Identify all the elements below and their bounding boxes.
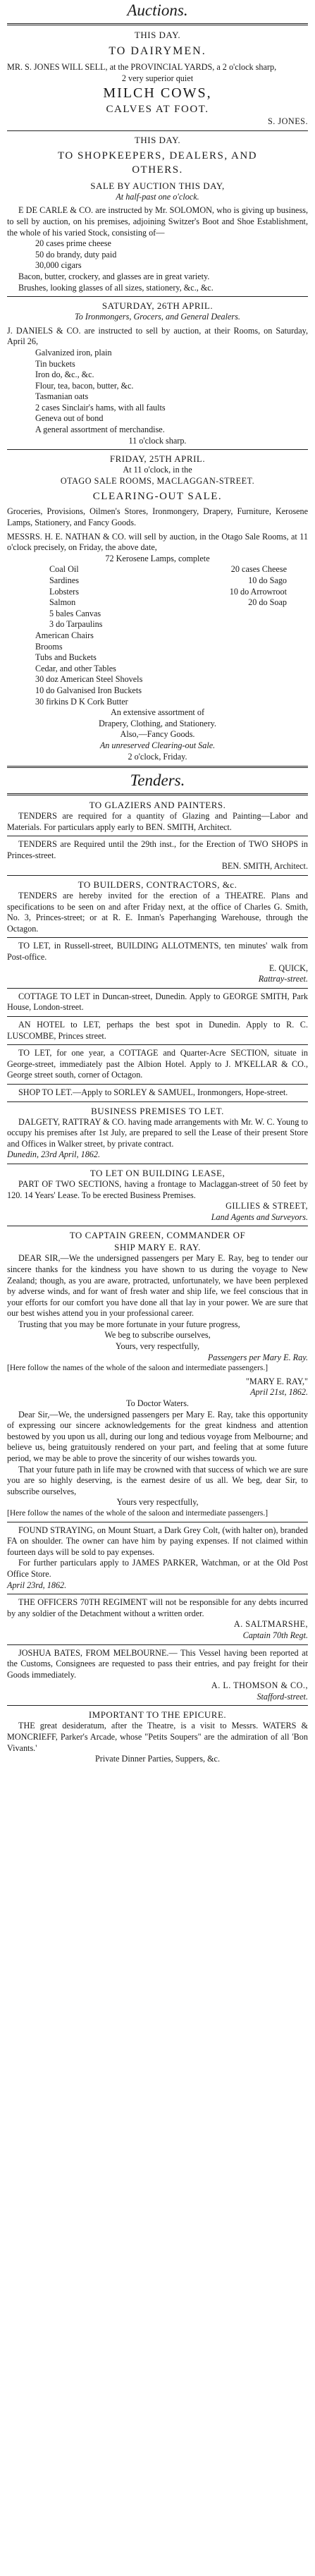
friday-rooms: OTAGO SALE ROOMS, MACLAGGAN-STREET.: [60, 475, 255, 486]
glaziers-title: TO GLAZIERS AND PAINTERS.: [89, 800, 226, 811]
list-item: 2 cases Sinclair's hams, with all faults: [35, 402, 166, 413]
epicure-last: Private Dinner Parties, Suppers, &c.: [94, 1754, 221, 1764]
doctor-close-2: [Here follow the names of the whole of the saloon and intermediate passengers.]: [7, 1508, 268, 1518]
divider: [7, 1044, 308, 1045]
divider: [7, 130, 308, 131]
ship-name: "MARY E. RAY,": [245, 1376, 308, 1386]
milch-cows: MILCH COWS,: [103, 85, 212, 102]
list-item: 50 do brandy, duty paid: [35, 249, 117, 260]
list-item: Salmon 20 do Soap: [49, 597, 287, 608]
list-item: An extensive assortment of: [110, 707, 204, 718]
dairymen-line2: 2 very superior quiet: [121, 73, 194, 83]
shopkeepers-body-3: Brushes, looking glasses of all sizes, stationery, &c., &c.: [18, 282, 214, 293]
calves-at-foot: CALVES AT FOOT.: [106, 104, 209, 116]
cottage-section-to-let: TO LET, for one year, a COTTAGE and Quarter-Acre SECTION, situate in George-street, immediately past the Albion Hotel. Apply to J. M'KELLAR & CO., George street south, corner of Octagon.: [7, 1048, 308, 1080]
clearing-out-sale: CLEARING-OUT SALE.: [92, 491, 223, 503]
list-item: 30 firkins D K Cork Butter: [35, 696, 128, 707]
divider: [7, 449, 308, 450]
list-item: 30 doz American Steel Shovels: [35, 674, 143, 685]
premises-body: DALGETY, RATTRAY & CO. having made arrangements with Mr. W. C. Young to occupy his premises after 1st July, are prepared to sell the Lease of their present Store and Offices in Walker street, by private contract.: [7, 1116, 308, 1149]
epicure-title: IMPORTANT TO THE EPICURE.: [88, 1709, 227, 1721]
list-item: Tasmanian oats: [35, 391, 89, 402]
lease-signature: GILLIES & STREET,: [226, 1201, 308, 1211]
friday-list-3: [7, 707, 308, 740]
list-item: American Chairs: [35, 630, 94, 640]
shops-tender-ad: [7, 839, 308, 872]
divider: [7, 23, 308, 25]
lease-title: TO LET ON BUILDING LEASE,: [89, 1167, 226, 1178]
shopkeepers-list: [7, 238, 308, 271]
friday-title: FRIDAY, 25TH APRIL.: [109, 453, 206, 465]
list-item: Flour, tea, bacon, butter, &c.: [35, 380, 134, 391]
friday-time: At 11 o'clock, in the: [123, 465, 192, 475]
premises-title: BUSINESS PREMISES TO LET.: [91, 1105, 224, 1116]
shopkeepers-body: E DE CARLE & CO. are instructed by Mr. SOLOMON, who is giving up business, to sell by auction, on his premises, adjoining Switzer's Boot and Shoe Establishment, the whole of his varied Stock, consisting of—: [7, 205, 308, 238]
shops-body: TENDERS are Required until the 29th inst., for the Erection of TWO SHOPS in Princes-street.: [7, 839, 308, 860]
business-premises-ad: [7, 1105, 308, 1161]
list-item: Tubs and Buckets: [35, 652, 97, 663]
friday-ad: [7, 453, 308, 762]
glaziers-ad: [7, 799, 308, 833]
saturday-body: J. DANIELS & CO. are instructed to sell by auction, at their Rooms, on Saturday, April 26,: [7, 325, 308, 347]
found-straying-ad: [7, 1525, 308, 1592]
dairymen-signature: S. JONES.: [268, 116, 308, 127]
captain-sub-3: Passengers per Mary E. Ray.: [207, 1352, 308, 1362]
saturday-ad: [7, 300, 308, 446]
let-signature: E. QUICK,: [268, 963, 308, 973]
hotel-to-let: AN HOTEL to LET, perhaps the best spot in Dunedin. Apply to R. C. LUSCOMBE, Princes street.: [7, 1020, 308, 1041]
divider: [7, 1644, 308, 1645]
captain-sub-4: [Here follow the names of the whole of the saloon and intermediate passengers.]: [7, 1364, 268, 1373]
to-doctor: To Doctor Waters.: [126, 1398, 189, 1409]
list-item: Cedar, and other Tables: [35, 663, 116, 673]
found-body: FOUND STRAYING, on Mount Stuart, a Dark Grey Colt, (with halter on), branded FA on shoulder. The owner can have him by paying expenses. If not claimed within fourteen days will be sold to pay expenses.: [7, 1525, 308, 1557]
captain-green-ad: [7, 1229, 308, 1518]
officers-body: THE OFFICERS 70TH REGIMENT will not be responsible for any debts incurred by any soldier of the Detachment without a written order.: [7, 1597, 308, 1618]
divider: [7, 988, 308, 989]
list-item: Tin buckets: [35, 358, 75, 369]
list-item: Lobsters 10 do Arrowroot: [49, 586, 287, 597]
doctor-reply-2: That your future path in life may be crowned with that success of which we are sure you are so highly deserving, is the earnest desire of us all. We beg, dear Sir, to subscribe ourselves,: [7, 1464, 308, 1496]
divider: [7, 1016, 308, 1017]
captain-body-2: Trusting that you may be more fortunate in your future progress,: [18, 1319, 240, 1329]
building-lease-ad: [7, 1167, 308, 1223]
let-body: TO LET, in Russell-street, BUILDING ALLOTMENTS, ten minutes' walk from Post-office.: [7, 941, 308, 963]
captain-sub-2: Yours, very respectfully,: [115, 1341, 200, 1352]
builders-title: TO BUILDERS, CONTRACTORS, &c.: [78, 879, 237, 891]
shopkeepers-title-1: TO SHOPKEEPERS, DEALERS, AND: [57, 149, 257, 161]
premises-date: Dunedin, 23rd April, 1862.: [7, 1149, 101, 1160]
divider: [7, 793, 308, 795]
divider: [7, 1101, 308, 1102]
saturday-time: 11 o'clock sharp.: [128, 435, 187, 446]
captain-body: DEAR SIR,—We the undersigned passengers per Mary E. Ray, beg to tender our sincere thanks for the kindness you have shown to us during the voyage to New Zealand; though, as you are aware, protracted, unfortunately, we have been perplexed by adverse winds, and for want of fresh water and ship life, we feel conscious that in your efforts for our comfort you have done all that lay in your power. We are sure that our best wishes attend you in your professional career.: [7, 1253, 308, 1319]
officers-signature: A. SALTMARSHE,: [233, 1619, 308, 1630]
list-item: Also,—Fancy Goods.: [120, 729, 195, 740]
lease-role: Land Agents and Surveyors.: [211, 1211, 308, 1222]
list-item: 10 do Galvanised Iron Buckets: [35, 685, 142, 695]
joshua-place: Stafford-street.: [257, 1691, 308, 1702]
dairymen-title: TO DAIRYMEN.: [109, 45, 206, 57]
divider: [7, 1084, 308, 1085]
divider: [7, 296, 308, 297]
glaziers-body: TENDERS are required for a quantity of Glazing and Painting—Labor and Materials. For particulars apply early to BEN. SMITH, Architect.: [7, 811, 308, 832]
this-day-label: THIS DAY.: [134, 134, 181, 145]
friday-body: MESSRS. H. E. NATHAN & CO. will sell by auction, in the Otago Sale Rooms, at 11 o'clock precisely, on Friday, the above date,: [7, 531, 308, 553]
builders-ad: [7, 879, 308, 934]
friday-time-2: 2 o'clock, Friday.: [128, 751, 187, 762]
auctions-header: Auctions.: [127, 1, 188, 19]
friday-closing: An unreserved Clearing-out Sale.: [99, 740, 216, 750]
doctor-close-1: Yours very respectfully,: [116, 1497, 199, 1508]
divider: [7, 937, 308, 938]
list-item: Brooms: [35, 641, 63, 652]
sale-time: At half-past one o'clock.: [116, 191, 199, 202]
builders-body: TENDERS are hereby invited for the erection of a THEATRE. Plans and specifications to be seen on and after Friday next, at the office of Charles G. Smith, No. 3, Princes-street; or at R. E. Inman's Paperhanging Warehouse, through the Octagon.: [7, 891, 308, 934]
captain-title-1: TO CAPTAIN GREEN, COMMANDER OF: [69, 1230, 246, 1241]
to-let-russell: [7, 941, 308, 984]
epicure-ad: [7, 1709, 308, 1764]
cottage-to-let: COTTAGE TO LET in Duncan-street, Dunedin. Apply to GEORGE SMITH, Park House, London-street.: [7, 991, 308, 1013]
shop-to-let: SHOP TO LET.—Apply to SORLEY & SAMUEL, Ironmongers, Hope-street.: [18, 1087, 288, 1097]
list-item: A general assortment of merchandise.: [35, 425, 165, 435]
shops-signature: BEN. SMITH, Architect.: [221, 861, 308, 872]
list-item: 20 cases prime cheese: [35, 238, 111, 249]
doctor-reply: Dear Sir,—We, the undersigned passengers per Mary E. Ray, take this opportunity of expressing our sincere acknowledgements for the great kindness and attention bestowed by you upon us all, during our long and tedious voyage from Melbourne; and believe us, being gratuitously rendered on your part, and feeling that at some future period, we may be able to prove the sincerity of our wishes towards you.: [7, 1409, 308, 1463]
lease-body: PART OF TWO SECTIONS, having a frontage to Maclaggan-street of 50 feet by 120. 14 Years' Lease. To be erected Business Premises.: [7, 1178, 308, 1200]
officers-role: Captain 70th Regt.: [242, 1630, 308, 1640]
divider: [7, 766, 308, 768]
found-date: April 23rd, 1862.: [7, 1580, 67, 1590]
this-day-label: THIS DAY.: [134, 30, 181, 40]
list-item: Sardines 10 do Sago: [49, 575, 287, 585]
ship-date: April 21st, 1862.: [250, 1387, 308, 1398]
found-body-2: For further particulars apply to JAMES PARKER, Watchman, or at the Old Post Office Store.: [7, 1558, 308, 1579]
list-item: Drapery, Clothing, and Stationery.: [99, 718, 216, 728]
joshua-body: JOSHUA BATES, FROM MELBOURNE.— This Vessel having been reported at the Customs, Consignees are requested to pass their entries, and pay freight for their Goods immediately.: [7, 1647, 308, 1680]
list-item: Geneva out of bond: [35, 413, 104, 424]
shopkeepers-title-2: OTHERS.: [132, 164, 183, 176]
divider: [7, 1705, 308, 1706]
let-place: Rattray-street.: [258, 974, 308, 984]
list-item: 3 do Tarpaulins: [49, 619, 103, 630]
friday-sub: Groceries, Provisions, Oilmen's Stores, Ironmongery, Drapery, Furniture, Kerosene Lamps, Stationery, and Fancy Goods.: [7, 506, 308, 528]
dairymen-ad: [7, 29, 308, 128]
dairymen-body: MR. S. JONES WILL SELL, at the PROVINCIAL YARDS, a 2 o'clock sharp,: [7, 62, 277, 72]
saturday-title: SATURDAY, 26TH APRIL.: [101, 300, 214, 312]
list-item: 30,000 cigars: [35, 260, 82, 271]
tenders-header: Tenders.: [130, 771, 185, 790]
shopkeepers-ad: [7, 134, 308, 293]
friday-pairs: [7, 564, 308, 630]
lamps-line: 72 Kerosene Lamps, complete: [105, 553, 210, 563]
sale-heading: SALE BY AUCTION THIS DAY,: [90, 180, 225, 191]
list-item: Coal Oil 20 cases Cheese: [49, 564, 287, 575]
divider: [7, 875, 308, 876]
saturday-list: [7, 348, 308, 436]
list-item: Galvanized iron, plain: [35, 347, 112, 358]
captain-title-2: SHIP MARY E. RAY.: [114, 1242, 201, 1253]
captain-sub-1: We beg to subscribe ourselves,: [104, 1330, 211, 1341]
list-item: 5 bales Canvas: [49, 608, 101, 618]
shopkeepers-body-2: Bacon, butter, crockery, and glasses are in great variety.: [18, 271, 210, 281]
saturday-sub: To Ironmongers, Grocers, and General Dealers.: [75, 312, 240, 322]
epicure-body: THE great desideratum, after the Theatre, is a visit to Messrs. WATERS & MONCRIEFF, Parker's Arcade, whose "Petits Soupers" are the admiration of all 'Bon Vivants.': [7, 1721, 308, 1753]
joshua-signature: A. L. THOMSON & CO.,: [211, 1680, 308, 1691]
list-item: Iron do, &c., &c.: [35, 370, 94, 380]
friday-list: [7, 630, 308, 707]
officers-ad: [7, 1597, 308, 1641]
joshua-bates-ad: [7, 1648, 308, 1703]
